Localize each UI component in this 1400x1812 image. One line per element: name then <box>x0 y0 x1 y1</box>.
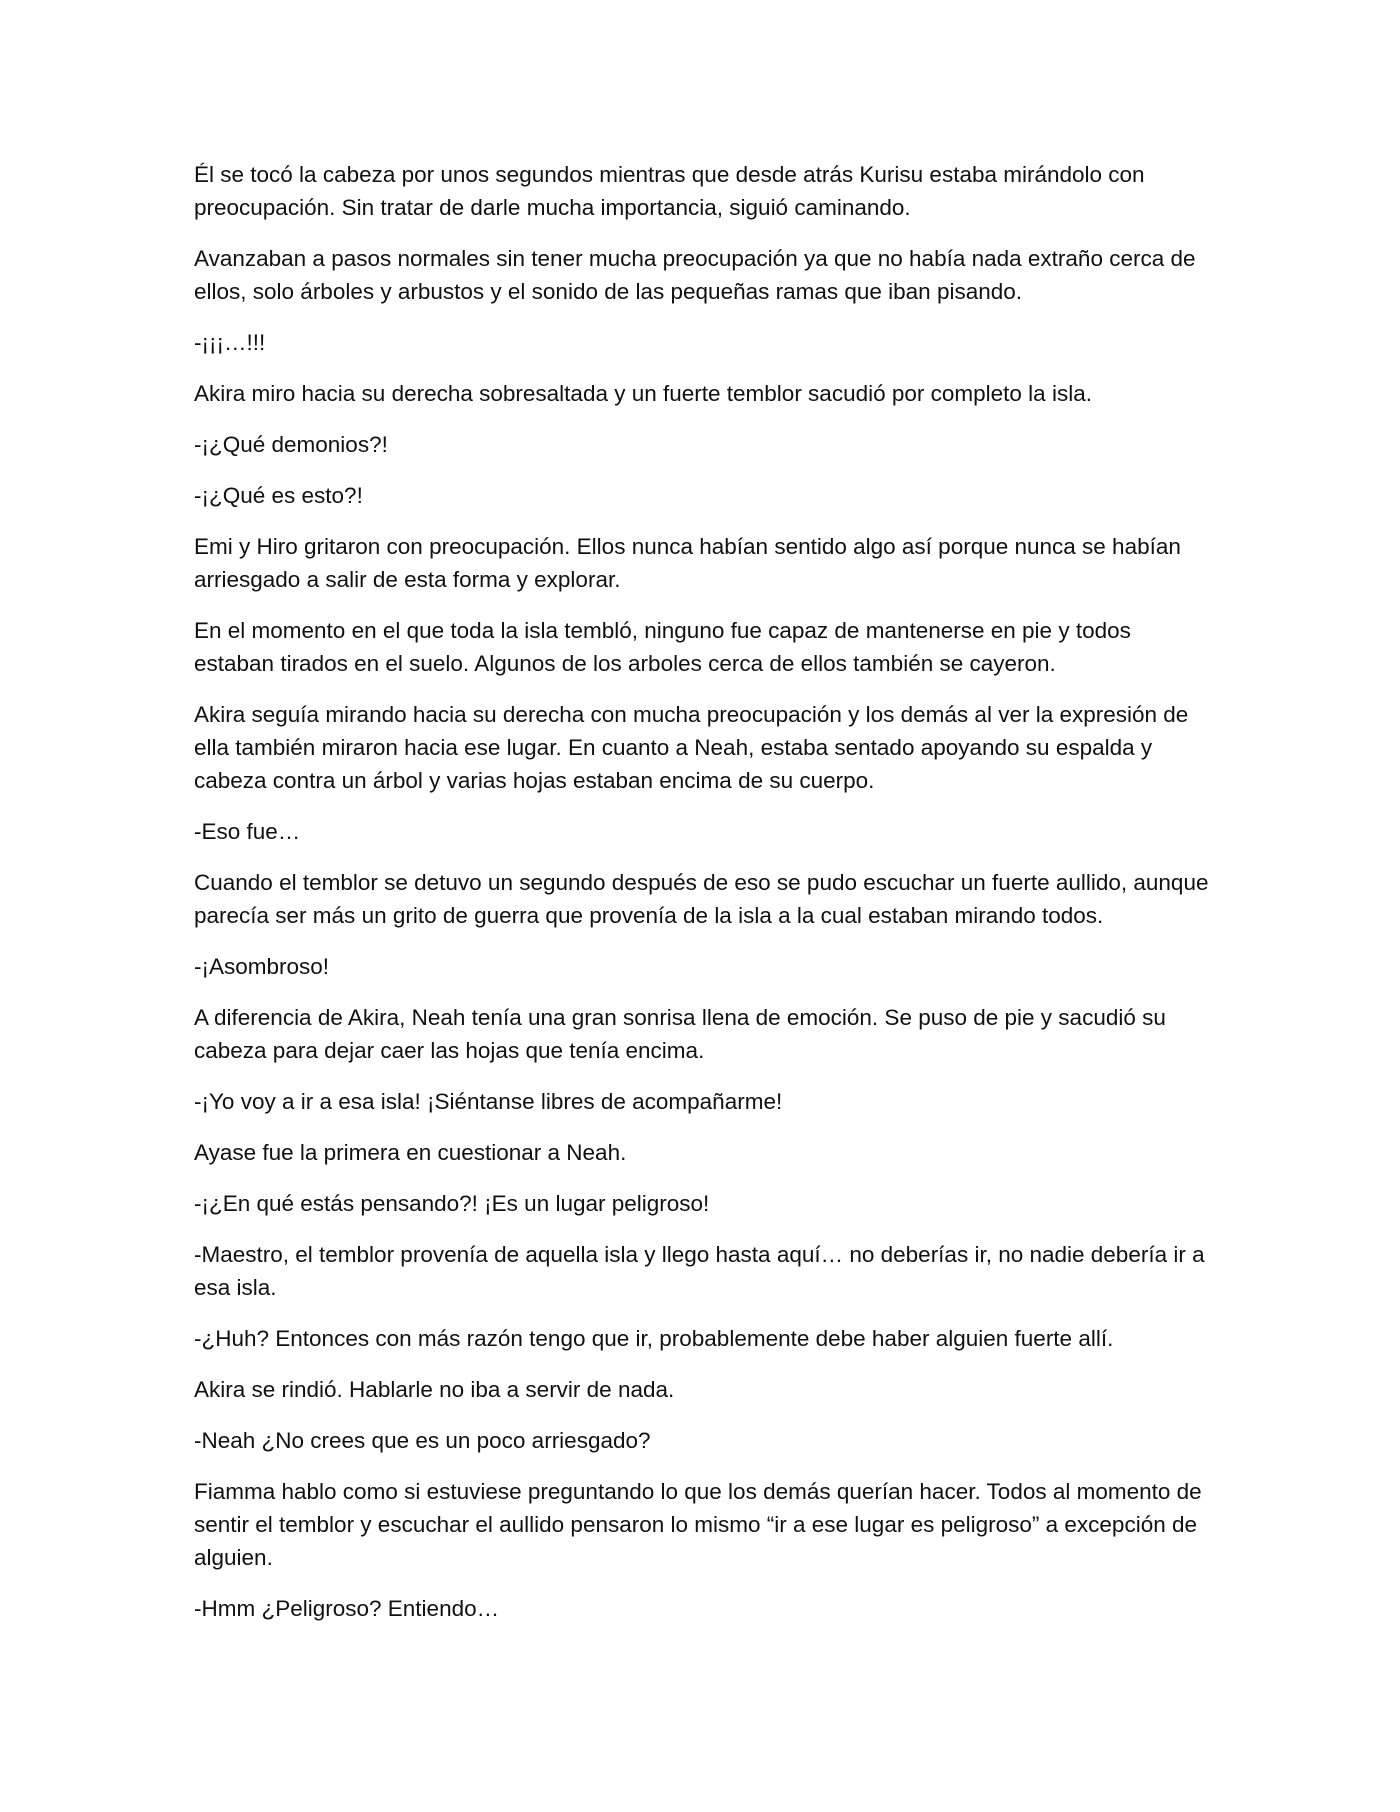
paragraph: Akira seguía mirando hacia su derecha con mucha preocupación y los demás al ver la expresión de ella también miraron hacia ese lugar. En cuanto a Neah, estaba sentado apoyando su espalda y cabeza contra un árbol y varias hojas estaban encima de su cuerpo. <box>194 702 1189 793</box>
paragraph: Akira miro hacia su derecha sobresaltada y un fuerte temblor sacudió por completo la isla. <box>194 381 1092 406</box>
paragraph: Ayase fue la primera en cuestionar a Neah. <box>194 1140 627 1165</box>
paragraph: A diferencia de Akira, Neah tenía una gran sonrisa llena de emoción. Se puso de pie y sacudió su cabeza para dejar caer las hojas que tenía encima. <box>194 1005 1166 1063</box>
dialogue-line: -Hmm ¿Peligroso? Entiendo… <box>194 1596 500 1621</box>
paragraph: Akira se rindió. Hablarle no iba a servir de nada. <box>194 1377 675 1402</box>
dialogue-line: -¿Huh? Entonces con más razón tengo que ir, probablemente debe haber alguien fuerte allí. <box>194 1326 1114 1351</box>
dialogue-line: -¡Yo voy a ir a esa isla! ¡Siéntanse libres de acompañarme! <box>194 1089 783 1114</box>
paragraph: Cuando el temblor se detuvo un segundo después de eso se pudo escuchar un fuerte aullido, aunque parecía ser más un grito de guerra que provenía de la isla a la cual estaban mirando todos. <box>194 870 1209 928</box>
paragraph: Avanzaban a pasos normales sin tener mucha preocupación ya que no había nada extraño cerca de ellos, solo árboles y arbustos y el sonido de las pequeñas ramas que iban pisando. <box>194 246 1196 304</box>
dialogue-line: -¡¿En qué estás pensando?! ¡Es un lugar peligroso! <box>194 1191 710 1216</box>
paragraph: En el momento en el que toda la isla tembló, ninguno fue capaz de mantenerse en pie y todos estaban tirados en el suelo. Algunos de los arboles cerca de ellos también se cayeron. <box>194 618 1131 676</box>
dialogue-line: -¡¿Qué es esto?! <box>194 483 363 508</box>
paragraph: Él se tocó la cabeza por unos segundos mientras que desde atrás Kurisu estaba mirándolo con preocupación. Sin tratar de darle mucha importancia, siguió caminando. <box>194 162 1145 220</box>
dialogue-line: -Neah ¿No crees que es un poco arriesgado? <box>194 1428 651 1453</box>
dialogue-line: -Eso fue… <box>194 819 301 844</box>
dialogue-line: -¡¿Qué demonios?! <box>194 432 388 457</box>
dialogue-line: -Maestro, el temblor provenía de aquella isla y llego hasta aquí… no deberías ir, no nadie debería ir a esa isla. <box>194 1242 1205 1300</box>
paragraph: Fiamma hablo como si estuviese preguntando lo que los demás querían hacer. Todos al momento de sentir el temblor y escuchar el aullido pensaron lo mismo “ir a ese lugar es peligroso” a excepción de alguien. <box>194 1479 1202 1570</box>
dialogue-line: -¡Asombroso! <box>194 954 330 979</box>
document-page <box>194 158 1214 1643</box>
dialogue-line: -¡¡¡…!!! <box>194 330 266 355</box>
paragraph: Emi y Hiro gritaron con preocupación. Ellos nunca habían sentido algo así porque nunca se habían arriesgado a salir de esta forma y explorar. <box>194 534 1181 592</box>
